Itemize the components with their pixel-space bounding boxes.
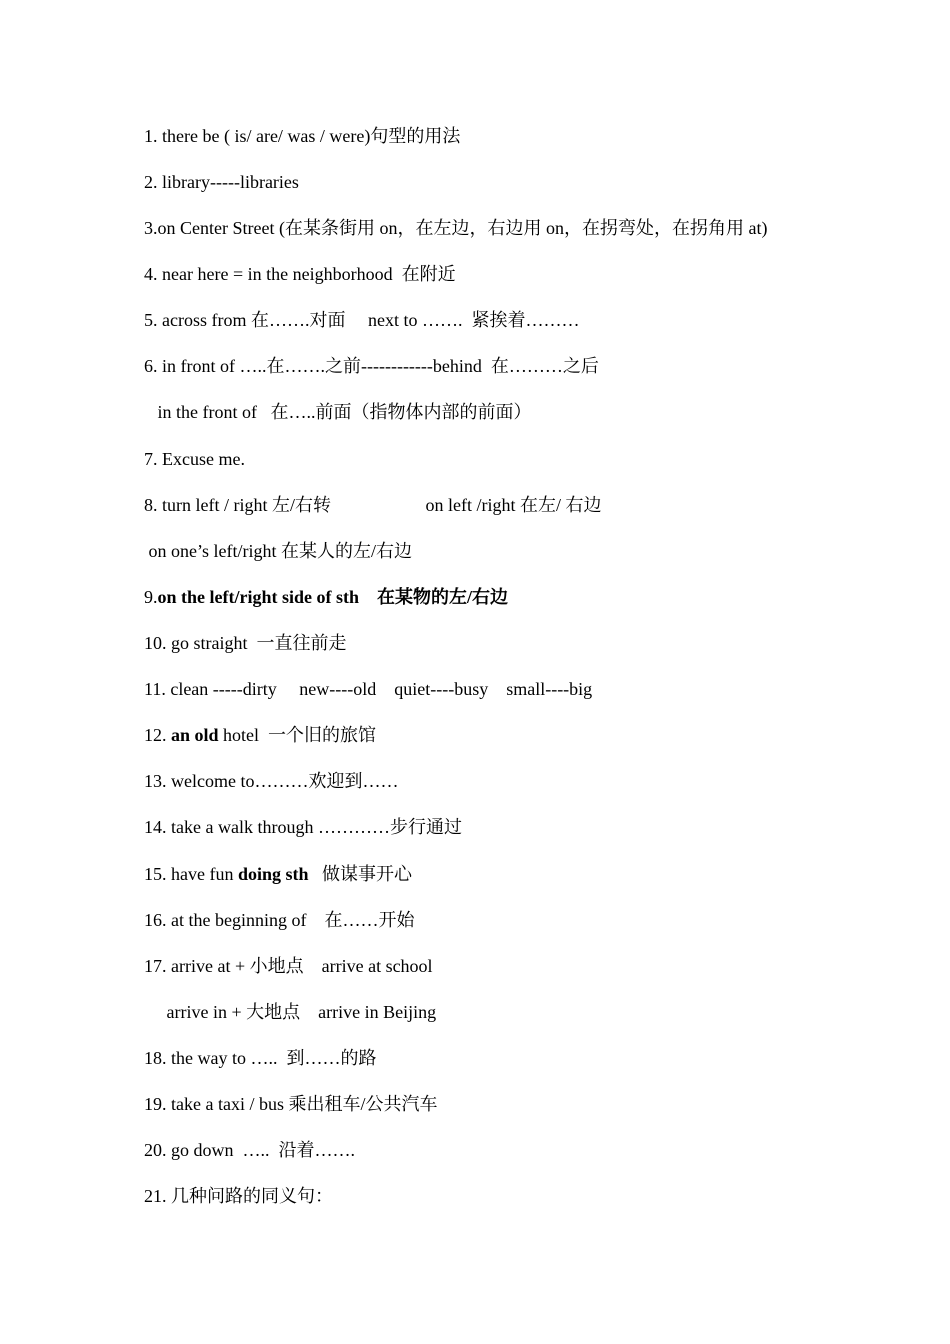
item-6: 6. in front of …..在…….之前------------behind 在………之后 [144, 356, 599, 376]
item-9-prefix: 9. [144, 587, 158, 607]
item-15-prefix: 15. have fun [144, 864, 238, 884]
item-20: 20. go down ….. 沿着……. [144, 1140, 355, 1160]
item-17: 17. arrive at + 小地点 arrive at school [144, 956, 433, 976]
item-21: 21. 几种问路的同义句： [144, 1186, 333, 1206]
item-18: 18. the way to ….. 到……的路 [144, 1048, 377, 1068]
item-5: 5. across from 在…….对面 next to ……. 紧挨着……… [144, 310, 580, 330]
item-6-continued: in the front of 在…..前面（指物体内部的前面） [144, 402, 532, 422]
item-15-suffix: 做谋事开心 [308, 864, 413, 884]
item-7: 7. Excuse me. [144, 449, 245, 469]
item-14: 14. take a walk through …………步行通过 [144, 817, 462, 837]
item-16: 16. at the beginning of 在……开始 [144, 910, 415, 930]
item-17-continued: arrive in + 大地点 arrive in Beijing [144, 1002, 437, 1022]
item-15-bold: doing sth [237, 864, 309, 884]
item-8-continued: on one’s left/right 在某人的左/右边 [144, 541, 412, 561]
item-12-suffix: hotel 一个旧的旅馆 [218, 725, 377, 745]
item-12 [144, 724, 376, 746]
item-13: 13. welcome to………欢迎到…… [144, 771, 399, 791]
item-1: 1. there be ( is/ are/ was / were)句型的用法 [144, 126, 461, 146]
item-12-bold: an old [171, 725, 219, 745]
item-4: 4. near here = in the neighborhood 在附近 [144, 264, 456, 284]
item-9-bold: on the left/right side of sth 在某物的左/右边 [157, 587, 508, 607]
item-11: 11. clean -----dirty new----old quiet----busy small----big [144, 679, 593, 699]
item-9 [144, 586, 508, 608]
item-2: 2. library-----libraries [144, 172, 299, 192]
item-15 [144, 863, 412, 885]
item-12-prefix: 12. [144, 725, 171, 745]
item-19: 19. take a taxi / bus 乘出租车/公共汽车 [144, 1094, 438, 1114]
item-10: 10. go straight 一直往前走 [144, 633, 347, 653]
item-8: 8. turn left / right 左/右转 on left /right 在左/ 右边 [144, 495, 602, 515]
item-3: 3.on Center Street (在某条街用 on，在左边，右边用 on，在拐弯处，在拐角用 at) [144, 218, 768, 238]
